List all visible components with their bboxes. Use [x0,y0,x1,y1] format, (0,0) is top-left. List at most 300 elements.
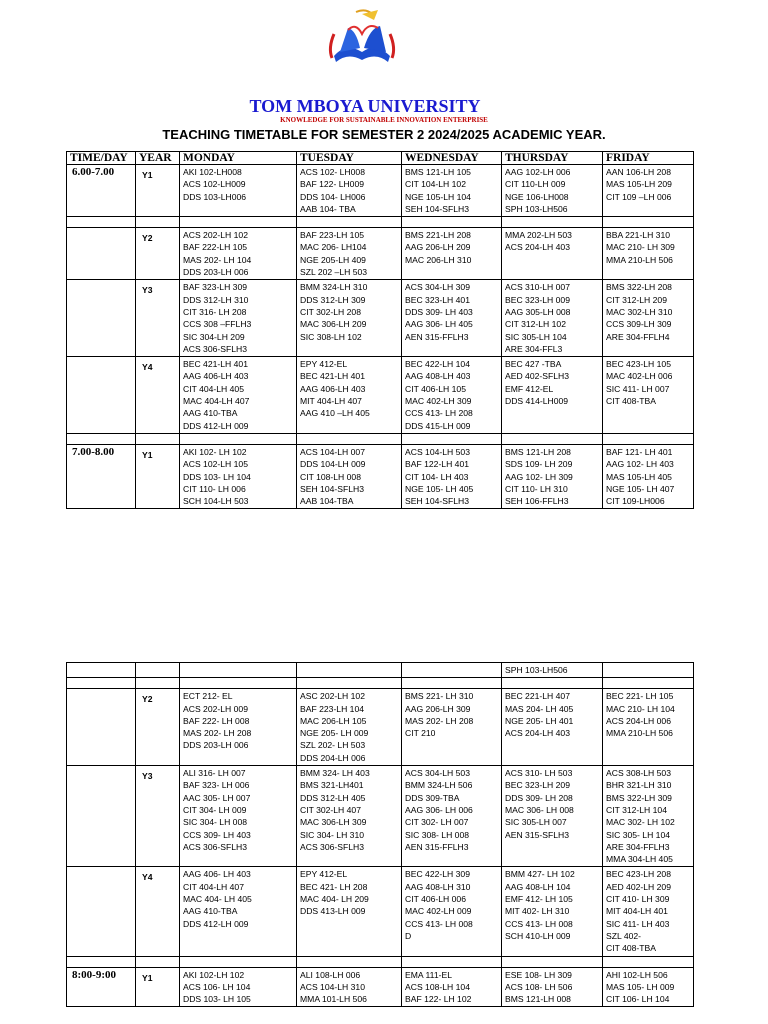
course-entry: ACS 304-LH 503 [405,768,470,779]
course-entry: ACS 104-LH 007 [300,446,365,457]
course-entry: CIT 410- LH 309 [606,894,670,905]
year-cell: Y3 [136,280,180,357]
spacer-cell [67,433,136,444]
course-entry: SIC 304-LH 209 [183,331,245,342]
course-entry: DDS 104-LH 009 [300,459,366,470]
year-cell: Y1 [136,165,180,217]
course-entry: CIT 302-LH 407 [300,804,361,815]
col-header-tuesday: TUESDAY [297,152,402,165]
course-entry: SEH 104-SFLH3 [300,483,365,494]
friday-cell [603,444,694,508]
monday-cell [180,165,297,217]
wednesday-cell [402,967,502,1007]
timetable-row [67,444,694,508]
course-entry: CIT 312-LH 104 [606,804,667,815]
course-entry: NGE 205- LH 009 [300,728,369,739]
spacer-cell [402,956,502,967]
course-entry: SIC 411- LH 403 [606,918,670,929]
course-entry: MAC 404- LH 209 [300,894,369,905]
course-entry: AEN 315-FFLH3 [405,331,469,342]
col-header-time: TIME/DAY [67,152,136,165]
course-entry: ACS 102- LH008 [300,167,365,177]
time-slot-cell [67,663,136,678]
course-entry: AAG 406-LH 403 [183,371,249,382]
course-entry: CIT 110-LH 009 [505,179,566,190]
course-entry: AAG 206-LH 209 [405,242,471,253]
course-entry: D [405,930,412,941]
course-entry: AAG 408-LH 310 [405,881,471,892]
course-entry: EPY 412-EL [300,359,348,370]
spacer-cell [136,217,180,228]
course-entry: BAF 122-LH 401 [405,459,470,470]
course-entry: ARE 304-FFL3 [505,343,563,354]
course-entry: CCS 413- LH 008 [405,918,473,929]
thursday-cell [502,766,603,867]
thursday-cell [502,689,603,766]
year-cell: Y2 [136,689,180,766]
course-entry: BEC 423-LH 105 [606,359,671,370]
course-entry: BAF 323-LH 309 [183,282,248,293]
course-entry: BEC 221- LH 105 [606,691,674,702]
course-entry: AAG 406-LH 403 [300,383,366,394]
course-entry: AKI 102-LH008 [183,167,242,177]
course-entry: BEC 421-LH 401 [183,359,248,370]
course-entry: MAS 202- LH 208 [183,728,252,739]
course-entry: CIT 106- LH 104 [606,994,670,1005]
thursday-cell [502,357,603,434]
friday-cell [603,357,694,434]
tuesday-cell [297,867,402,956]
time-slot-cell: 8:00-9:00 [67,967,136,1007]
monday-cell [180,967,297,1007]
course-entry: DDS 103- LH 105 [183,994,251,1005]
time-slot-cell [67,228,136,280]
friday-cell [603,766,694,867]
thursday-cell [502,165,603,217]
course-entry: BMS 322-LH 208 [606,282,672,293]
course-entry: BEC 323-LH 009 [505,294,570,305]
course-entry: MAC 302-LH 310 [606,306,673,317]
spacer-cell [67,678,136,689]
tuesday-cell [297,444,402,508]
course-entry: CIT 408-TBA [606,396,656,407]
course-entry: BEC 221-LH 407 [505,691,570,702]
course-entry: SIC 305- LH 104 [606,829,671,840]
col-header-monday: MONDAY [180,152,297,165]
course-entry: ACS 108-LH 104 [405,981,470,992]
course-entry: BMM 324-LH 310 [300,282,368,293]
spacer-cell [402,433,502,444]
course-entry: DDS 203-LH 006 [183,740,249,751]
spacer-cell [67,217,136,228]
university-name: TOM MBOYA UNIVERSITY [249,96,481,116]
year-cell: Y4 [136,867,180,956]
course-entry: MAC 302- LH 102 [606,817,675,828]
course-entry: DDS 412-LH 009 [183,420,249,431]
course-entry: BAF 121- LH 401 [606,446,673,457]
course-entry: MIT 404-LH 407 [300,396,362,407]
wednesday-cell [402,867,502,956]
time-slot-cell [67,689,136,766]
spacer-cell [136,678,180,689]
course-entry: SIC 304- LH 008 [183,817,248,828]
course-entry: BMS 121-LH 208 [505,446,571,457]
course-entry: AED 402-LH 209 [606,881,671,892]
course-entry: ECT 212- EL [183,691,233,702]
course-entry: BAF 222- LH 008 [183,715,250,726]
course-entry: SIC 308- LH 008 [405,829,470,840]
course-entry: AAG 406- LH 403 [183,869,251,880]
course-entry: BBA 221-LH 310 [606,230,671,241]
course-entry: ACS 202-LH 009 [183,703,248,714]
university-motto: KNOWLEDGE FOR SUSTAINABLE INNOVATION ENTERPRISE [280,116,488,124]
course-entry: CIT 302-LH 208 [300,306,361,317]
course-entry: DDS 309- LH 403 [405,306,473,317]
year-cell: Y1 [136,967,180,1007]
course-entry: MMA 101-LH 506 [300,994,367,1005]
spacer-cell [297,217,402,228]
timetable-row [67,165,694,217]
monday-cell [180,228,297,280]
wednesday-cell [402,663,502,678]
spacer-cell [180,217,297,228]
course-entry: MAC 206- LH104 [300,242,367,253]
course-entry: CCS 309- LH 403 [183,829,251,840]
friday-cell [603,867,694,956]
spacer-cell [502,956,603,967]
spacer-cell [297,433,402,444]
course-entry: ACS 202-LH 102 [183,230,248,241]
thursday-cell [502,663,603,678]
course-entry: EPY 412-EL [300,869,348,880]
course-entry: BEC 323-LH 209 [505,780,570,791]
wednesday-cell [402,766,502,867]
course-entry: MAC 306-LH 209 [300,319,367,330]
col-header-thursday: THURSDAY [502,152,603,165]
col-header-friday: FRIDAY [603,152,694,165]
year-cell: Y1 [136,444,180,508]
monday-cell [180,357,297,434]
course-entry: BMM 324-LH 506 [405,780,473,791]
course-entry: DDS 203-LH 006 [183,267,249,278]
course-entry: EMA 111-EL [405,969,452,980]
course-entry: SIC 411- LH 007 [606,383,670,394]
course-entry: AAB 104-TBA [300,496,354,507]
course-entry: AAG 410-TBA [183,906,238,917]
course-entry: DDS 412-LH 009 [183,918,249,929]
course-entry: AAG 410-TBA [183,408,238,419]
monday-cell [180,867,297,956]
course-entry: AAN 106-LH 208 [606,167,671,177]
monday-cell [180,663,297,678]
course-entry: ACS 102-LH009 [183,179,246,190]
course-entry: ACS 102-LH 105 [183,459,248,470]
timetable-row [67,689,694,766]
course-entry: CIT 312-LH 209 [606,294,667,305]
course-entry: AHI 102-LH 506 [606,969,668,980]
spacer-cell [297,956,402,967]
year-cell: Y2 [136,228,180,280]
course-entry: CIT 404-LH 405 [183,383,244,394]
spacer-cell [402,678,502,689]
timetable-row [67,663,694,678]
tuesday-cell [297,357,402,434]
course-entry: MMA 202-LH 503 [505,230,572,241]
course-entry: CIT 210 [405,728,436,739]
course-entry: CIT 108-LH 008 [300,471,361,482]
wednesday-cell [402,689,502,766]
course-entry: ASC 202-LH 102 [300,691,365,702]
course-entry: BMM 324- LH 403 [300,768,370,779]
course-entry: CIT 406-LH 006 [405,894,466,905]
course-entry: SDS 109- LH 209 [505,459,573,470]
course-entry: SPH 103-LH506 [505,203,568,214]
timetable-row [67,357,694,434]
course-entry: CIT 408-TBA [606,943,656,954]
thursday-cell [502,867,603,956]
time-slot-cell [67,280,136,357]
course-entry: NGE 205- LH 401 [505,715,574,726]
spacer-row [67,217,694,228]
wednesday-cell [402,165,502,217]
course-entry: BEC 421- LH 208 [300,881,368,892]
course-entry: AAB 104- TBA [300,203,356,214]
course-entry: CCS 413- LH 208 [405,408,473,419]
spacer-cell [297,678,402,689]
monday-cell [180,689,297,766]
course-entry: MIT 402- LH 310 [505,906,570,917]
course-entry: CIT 302- LH 007 [405,817,469,828]
course-entry: BMS 121-LH 105 [405,167,471,177]
course-entry: EMF 412-EL [505,383,554,394]
timetable-title: TEACHING TIMETABLE FOR SEMESTER 2 2024/2025 ACADEMIC YEAR. [162,127,606,142]
thursday-cell [502,967,603,1007]
course-entry: AEN 315-FFLH3 [405,841,469,852]
col-header-year: YEAR [136,152,180,165]
course-entry: BAF 223-LH 104 [300,703,365,714]
tuesday-cell [297,280,402,357]
spacer-cell [502,217,603,228]
spacer-cell [603,678,694,689]
course-entry: SIC 304- LH 310 [300,829,365,840]
course-entry: ACS 106- LH 104 [183,981,251,992]
course-entry: MAS 105-LH 405 [606,471,672,482]
course-entry: ACS 310-LH 007 [505,282,570,293]
spacer-cell [402,217,502,228]
course-entry: DDS 309- LH 208 [505,792,573,803]
tuesday-cell [297,689,402,766]
course-entry: ALI 316- LH 007 [183,768,246,779]
course-entry: BAF 222-LH 105 [183,242,248,253]
timetable-row [67,867,694,956]
friday-cell [603,967,694,1007]
course-entry: AAG 408-LH 104 [505,881,571,892]
tuesday-cell [297,663,402,678]
course-entry: DDS 414-LH009 [505,396,569,407]
course-entry: ESE 108- LH 309 [505,969,572,980]
year-cell: Y3 [136,766,180,867]
course-entry: MAC 206-LH 105 [300,715,367,726]
course-entry: MAS 105-LH 209 [606,179,672,190]
course-entry: AAG 206-LH 309 [405,703,471,714]
thursday-cell [502,228,603,280]
header-row [67,152,694,165]
course-entry: ACS 306-SFLH3 [183,841,248,852]
course-entry: MMA 304-LH 405 [606,854,673,865]
friday-cell [603,663,694,678]
spacer-cell [603,217,694,228]
course-entry: BEC 422-LH 104 [405,359,470,370]
course-entry: SIC 308-LH 102 [300,331,362,342]
course-entry: MMA 210-LH 506 [606,728,673,739]
course-entry: AAG 306- LH 006 [405,804,473,815]
course-entry: CIT 312-LH 102 [505,319,566,330]
tuesday-cell [297,967,402,1007]
spacer-cell [136,956,180,967]
course-entry: SZL 202- LH 503 [300,740,366,751]
course-entry: DDS 103- LH 104 [183,471,251,482]
course-entry: BAF 223-LH 105 [300,230,365,241]
course-entry: MAC 402-LH 309 [405,396,472,407]
course-entry: MAS 202- LH 104 [183,254,252,265]
course-entry: BMS 322-LH 309 [606,792,672,803]
course-entry: AKI 102- LH 102 [183,446,247,457]
course-entry: NGE 105-LH 104 [405,191,471,202]
course-entry: DDS 312-LH 405 [300,792,366,803]
friday-cell [603,280,694,357]
course-entry: DDS 104- LH006 [300,191,366,202]
spacer-cell [67,956,136,967]
course-entry: AED 402-SFLH3 [505,371,570,382]
course-entry: NGE 205-LH 409 [300,254,366,265]
spacer-cell [502,433,603,444]
course-entry: MAC 306-LH 309 [300,817,367,828]
course-entry: EMF 412- LH 105 [505,894,573,905]
course-entry: AAG 102- LH 309 [505,471,573,482]
course-entry: DDS 415-LH 009 [405,420,471,431]
course-entry: AAG 410 –LH 405 [300,408,370,419]
course-entry: AAG 408-LH 403 [405,371,471,382]
course-entry: CCS 413- LH 008 [505,918,573,929]
wednesday-cell [402,280,502,357]
course-entry: BAF 122- LH 102 [405,994,472,1005]
spacer-cell [180,678,297,689]
course-entry: BEC 421-LH 401 [300,371,365,382]
course-entry: CCS 308 –FFLH3 [183,319,252,330]
course-entry: CIT 316- LH 208 [183,306,247,317]
course-entry: SCH 104-LH 503 [183,496,249,507]
course-entry: BHR 321-LH 310 [606,780,672,791]
course-entry: MAC 206-LH 310 [405,254,472,265]
wednesday-cell [402,357,502,434]
spacer-cell [136,433,180,444]
course-entry: ACS 306-SFLH3 [183,343,248,354]
timetable-row [67,228,694,280]
course-entry: MAC 402-LH 006 [606,371,673,382]
course-entry: BMS 321-LH401 [300,780,364,791]
course-entry: AAG 102- LH 403 [606,459,674,470]
course-entry: SEH 106-FFLH3 [505,496,569,507]
course-entry: CIT 110- LH 006 [183,483,246,494]
course-entry: ACS 104-LH 310 [300,981,365,992]
course-entry: BAF 122- LH009 [300,179,365,190]
course-entry: BEC 323-LH 401 [405,294,470,305]
monday-cell [180,444,297,508]
course-entry: NGE 105- LH 405 [405,483,474,494]
course-entry: AAG 306- LH 405 [405,319,473,330]
course-entry: AEN 315-SFLH3 [505,829,570,840]
course-entry: CIT 109 –LH 006 [606,191,672,202]
spacer-cell [603,433,694,444]
course-entry: DDS 103-LH006 [183,191,247,202]
course-entry: ACS 204-LH 006 [606,715,671,726]
university-logo-icon [326,8,398,68]
time-slot-cell [67,766,136,867]
course-entry: MAC 306- LH 008 [505,804,574,815]
course-entry: BMS 221- LH 310 [405,691,474,702]
course-entry: SZL 202 –LH 503 [300,267,368,278]
course-entry: MAC 210- LH 309 [606,242,675,253]
course-entry: MAS 204- LH 405 [505,703,574,714]
course-entry: ARE 304-FFLH4 [606,331,670,342]
year-cell: Y4 [136,357,180,434]
time-slot-cell: 7.00-8.00 [67,444,136,508]
course-entry: MAC 402-LH 009 [405,906,472,917]
course-entry: ACS 310- LH 503 [505,768,573,779]
spacer-row [67,433,694,444]
course-entry: AAG 102-LH 006 [505,167,571,177]
thursday-cell [502,444,603,508]
course-entry: CIT 104- LH 403 [405,471,469,482]
course-entry: SPH 103-LH506 [505,665,568,675]
course-entry: ARE 304-FFLH3 [606,841,670,852]
course-entry: BEC 422-LH 309 [405,869,470,880]
course-entry: ACS 104-LH 503 [405,446,470,457]
course-entry: MAS 105- LH 009 [606,981,675,992]
course-entry: SIC 305-LH 104 [505,331,567,342]
course-entry: MAC 404-LH 407 [183,396,250,407]
course-entry: CIT 304- LH 009 [183,804,247,815]
course-entry: DDS 309-TBA [405,792,460,803]
tuesday-cell [297,228,402,280]
course-entry: MAC 404- LH 405 [183,894,252,905]
course-entry: BMM 427- LH 102 [505,869,575,880]
timetable-table-2 [66,662,694,1007]
course-entry: ACS 306-SFLH3 [300,841,365,852]
timetable-row [67,280,694,357]
course-entry: MAC 210- LH 104 [606,703,675,714]
tuesday-cell [297,766,402,867]
course-entry: SEH 104-SFLH3 [405,496,470,507]
course-entry: BEC 427 -TBA [505,359,562,370]
course-entry: BEC 423-LH 208 [606,869,671,880]
course-entry: AAG 305-LH 008 [505,306,571,317]
friday-cell [603,689,694,766]
course-entry: CIT 110- LH 310 [505,483,568,494]
course-entry: AKI 102-LH 102 [183,969,245,980]
course-entry: DDS 413-LH 009 [300,906,366,917]
course-entry: SEH 104-SFLH3 [405,203,470,214]
time-slot-cell: 6.00-7.00 [67,165,136,217]
course-entry: DDS 204-LH 006 [300,752,366,763]
course-entry: MAS 202- LH 208 [405,715,474,726]
spacer-row [67,956,694,967]
course-entry: BMS 221-LH 208 [405,230,471,241]
course-entry: ACS 308-LH 503 [606,768,671,779]
friday-cell [603,228,694,280]
spacer-cell [180,956,297,967]
course-entry: CIT 104-LH 102 [405,179,466,190]
